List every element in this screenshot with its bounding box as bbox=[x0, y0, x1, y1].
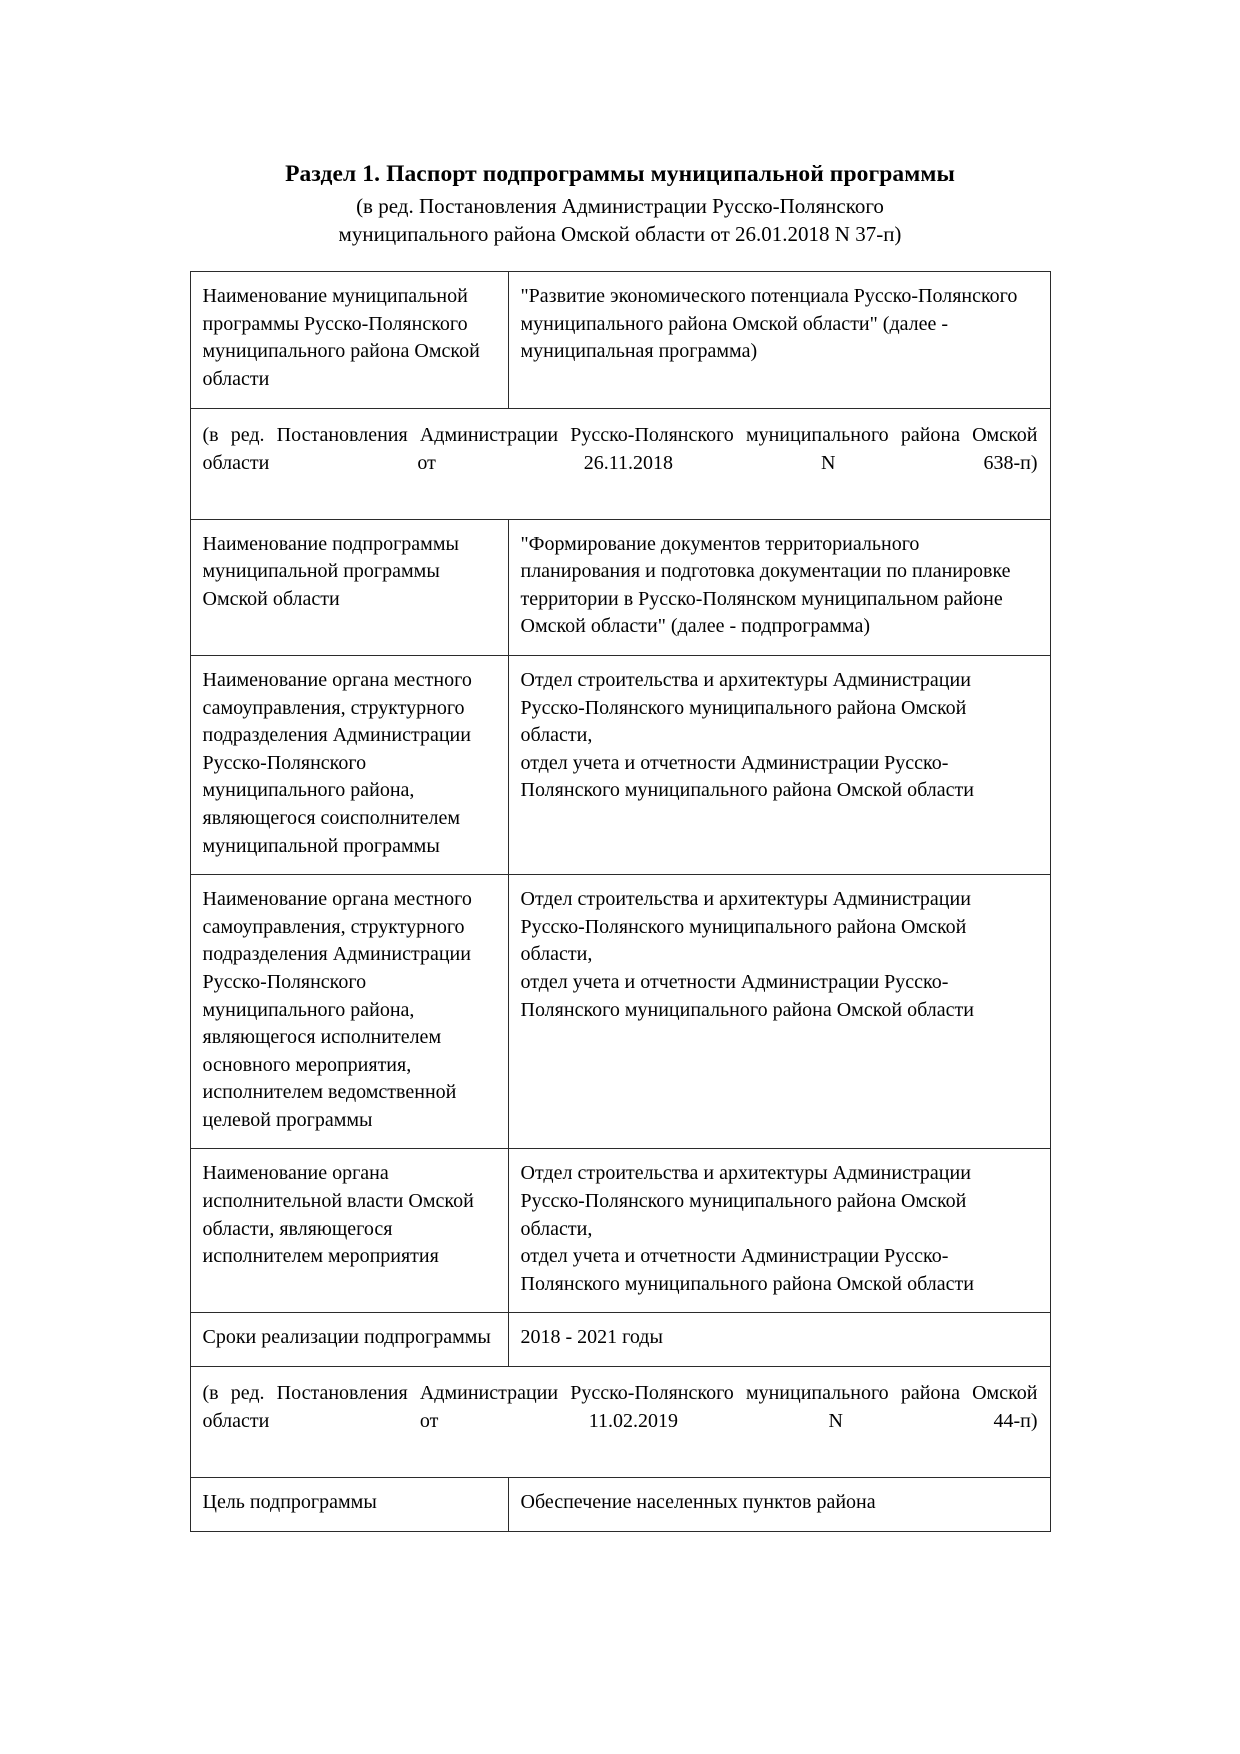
amendment-note-cell bbox=[190, 1367, 1050, 1478]
table-row bbox=[190, 408, 1050, 519]
amendment-note-text: (в ред. Постановления Администрации Русско-Полянского муниципального района Омской области от 11.02.2019 N 44-п) bbox=[202, 1382, 1038, 1433]
table-row bbox=[190, 1313, 1050, 1367]
table-row bbox=[190, 1367, 1050, 1478]
row-label-cell: Наименование органа исполнительной власти Омской области, являющегося исполнителем мероприятия bbox=[190, 1149, 508, 1313]
row-value-line: отдел учета и отчетности Администрации Русско-Полянского муниципального района Омской области bbox=[520, 1245, 974, 1295]
table-row bbox=[190, 1478, 1050, 1532]
row-value-line: отдел учета и отчетности Администрации Русско-Полянского муниципального района Омской области bbox=[520, 751, 974, 802]
row-label-cell: Сроки реализации подпрограммы bbox=[190, 1313, 508, 1367]
row-value-line: отдел учета и отчетности Администрации Русско-Полянского муниципального района Омской области bbox=[520, 970, 974, 1021]
row-value-line: Обеспечение населенных пунктов района bbox=[520, 1491, 876, 1514]
amendment-reference-line-1: (в ред. Постановления Администрации Русско-Полянского bbox=[356, 194, 884, 219]
row-value-cell bbox=[508, 272, 1050, 408]
row-value-cell bbox=[508, 655, 1050, 874]
amendment-note-cell bbox=[190, 408, 1050, 519]
table-row bbox=[190, 519, 1050, 655]
row-value-cell bbox=[508, 519, 1050, 655]
row-value-line: "Развитие экономического потенциала Русско-Полянского муниципального района Омской области" (далее - муниципальная программа) bbox=[520, 285, 1018, 363]
passport-table-body bbox=[190, 272, 1050, 1531]
passport-table bbox=[190, 271, 1051, 1531]
amendment-reference bbox=[100, 193, 1140, 249]
row-value-cell bbox=[508, 875, 1050, 1149]
page-title: Раздел 1. Паспорт подпрограммы муниципальной программы bbox=[285, 161, 955, 187]
row-label-cell: Наименование органа местного самоуправления, структурного подразделения Администрации Русско-Полянского муниципального района, являющегося соисполнителем муниципальной программы bbox=[190, 655, 508, 874]
row-value-line: Отдел строительства и архитектуры Администрации Русско-Полянского муниципального района Омской области, bbox=[520, 1162, 971, 1240]
amendment-reference-line-2: муниципального района Омской области от 26.01.2018 N 37-п) bbox=[338, 222, 902, 247]
row-label-cell: Цель подпрограммы bbox=[190, 1478, 508, 1532]
row-value-cell bbox=[508, 1149, 1050, 1313]
table-row bbox=[190, 1149, 1050, 1313]
document-header bbox=[100, 160, 1140, 249]
row-value-line: 2018 - 2021 годы bbox=[520, 1326, 663, 1349]
row-value-line: Отдел строительства и архитектуры Администрации Русско-Полянского муниципального района Омской области, bbox=[520, 668, 971, 747]
table-row bbox=[190, 272, 1050, 408]
row-value-line: "Формирование документов территориального планирования и подготовка документации по планировке территории в Русско-Полянском муниципальном районе Омской области" (далее - подпрограмма) bbox=[520, 532, 1011, 638]
amendment-note-text: (в ред. Постановления Администрации Русско-Полянского муниципального района Омской области от 26.11.2018 N 638-п) bbox=[202, 423, 1038, 474]
row-value-cell bbox=[508, 1478, 1050, 1532]
table-row bbox=[190, 875, 1050, 1149]
row-value-cell bbox=[508, 1313, 1050, 1367]
row-label-cell: Наименование органа местного самоуправления, структурного подразделения Администрации Русско-Полянского муниципального района, являющегося исполнителем основного мероприятия, исполнителем ведомственной целевой программы bbox=[190, 875, 508, 1149]
row-label-cell: Наименование подпрограммы муниципальной программы Омской области bbox=[190, 519, 508, 655]
row-label-cell: Наименование муниципальной программы Русско-Полянского муниципального района Омской области bbox=[190, 272, 508, 408]
table-row bbox=[190, 655, 1050, 874]
row-value-line: Отдел строительства и архитектуры Администрации Русско-Полянского муниципального района Омской области, bbox=[520, 888, 971, 966]
